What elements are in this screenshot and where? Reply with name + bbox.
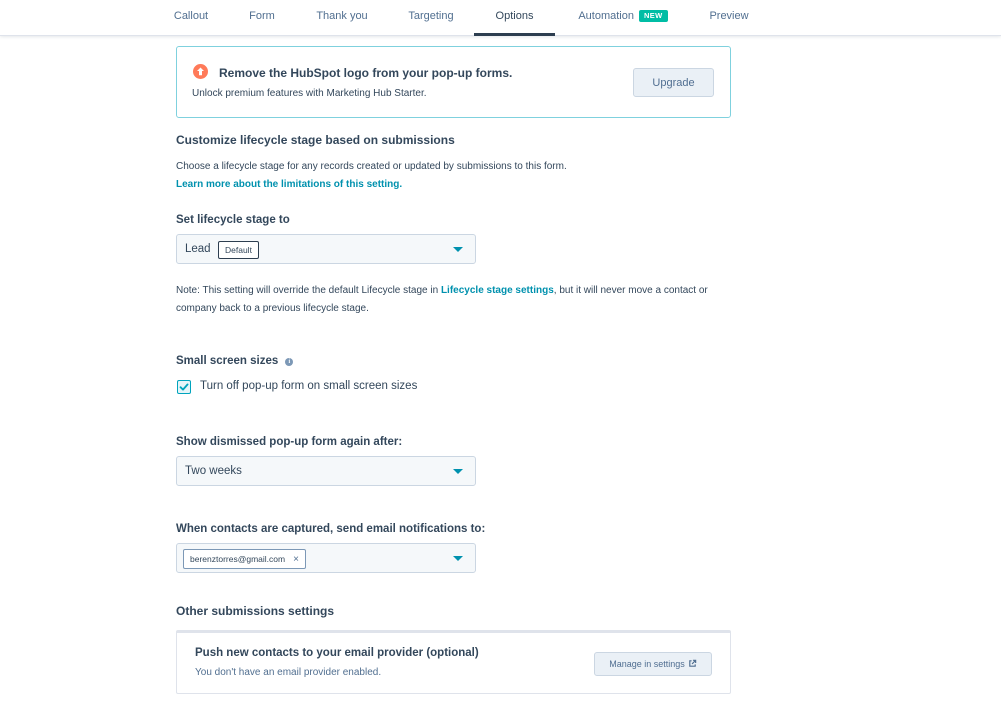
checkmark-icon xyxy=(179,382,189,392)
chevron-down-icon xyxy=(453,556,463,561)
notification-email-select[interactable] xyxy=(176,543,476,573)
lifecycle-stage-label: Set lifecycle stage to xyxy=(176,214,290,226)
default-tag: Default xyxy=(218,241,259,259)
tab-targeting[interactable]: Targeting xyxy=(408,10,454,22)
tab-thank-you[interactable]: Thank you xyxy=(316,10,368,22)
email-provider-subtitle: You don't have an email provider enabled. xyxy=(195,667,382,678)
banner-title: Remove the HubSpot logo from your pop-up forms. xyxy=(219,66,513,80)
close-icon[interactable]: × xyxy=(293,554,299,565)
dismissed-label: Show dismissed pop-up form again after: xyxy=(176,436,403,448)
small-screen-checkbox[interactable] xyxy=(177,380,191,394)
tab-preview[interactable]: Preview xyxy=(709,10,749,22)
note-suffix: , but it will never move a contact or company back to a previous lifecycle stage. xyxy=(176,285,708,314)
dismissed-value: Two weeks xyxy=(185,465,242,477)
small-screen-label-text: Small screen sizes xyxy=(176,355,279,367)
tab-automation-label: Automation xyxy=(578,10,634,22)
tab-callout[interactable]: Callout xyxy=(173,10,209,22)
learn-more-link[interactable]: Learn more about the limitations of this setting. xyxy=(176,179,403,190)
tab-form[interactable]: Form xyxy=(249,10,275,22)
note-prefix: Note: This setting will override the default Lifecycle stage in xyxy=(176,285,441,296)
banner-subtitle: Unlock premium features with Marketing Hub Starter. xyxy=(192,88,427,99)
small-screen-checkbox-label[interactable]: Turn off pop-up form on small screen sizes xyxy=(200,380,418,392)
tab-automation[interactable] xyxy=(570,0,676,36)
external-link-icon xyxy=(688,659,697,668)
lifecycle-stage-value: Lead xyxy=(185,243,211,255)
other-settings-heading: Other submissions settings xyxy=(176,604,335,618)
email-provider-card xyxy=(176,630,731,694)
new-badge: NEW xyxy=(639,10,668,22)
upgrade-banner xyxy=(176,46,731,118)
lifecycle-stage-settings-link[interactable]: Lifecycle stage settings xyxy=(440,285,554,296)
notifications-label: When contacts are captured, send email notifications to: xyxy=(176,523,486,535)
tab-options[interactable]: Options xyxy=(474,0,555,36)
lifecycle-stage-select[interactable] xyxy=(176,234,476,264)
chevron-down-icon xyxy=(453,469,463,474)
email-provider-title: Push new contacts to your email provider (optional) xyxy=(195,647,479,659)
lifecycle-note xyxy=(176,282,736,318)
email-chip xyxy=(183,549,306,569)
info-icon[interactable]: i xyxy=(285,358,293,366)
small-screen-label xyxy=(176,355,293,367)
tab-bar xyxy=(0,0,1001,36)
arrow-up-circle-icon xyxy=(193,64,208,79)
lifecycle-description: Choose a lifecycle stage for any records created or updated by submissions to this form. xyxy=(176,161,567,172)
dismissed-select[interactable] xyxy=(176,456,476,486)
chevron-down-icon xyxy=(453,247,463,252)
manage-in-settings-label: Manage in settings xyxy=(609,659,685,669)
email-chip-label: berenztorres@gmail.com xyxy=(190,554,286,564)
manage-in-settings-button[interactable] xyxy=(594,652,712,676)
upgrade-button[interactable]: Upgrade xyxy=(633,68,714,97)
lifecycle-heading: Customize lifecycle stage based on submissions xyxy=(176,133,455,147)
